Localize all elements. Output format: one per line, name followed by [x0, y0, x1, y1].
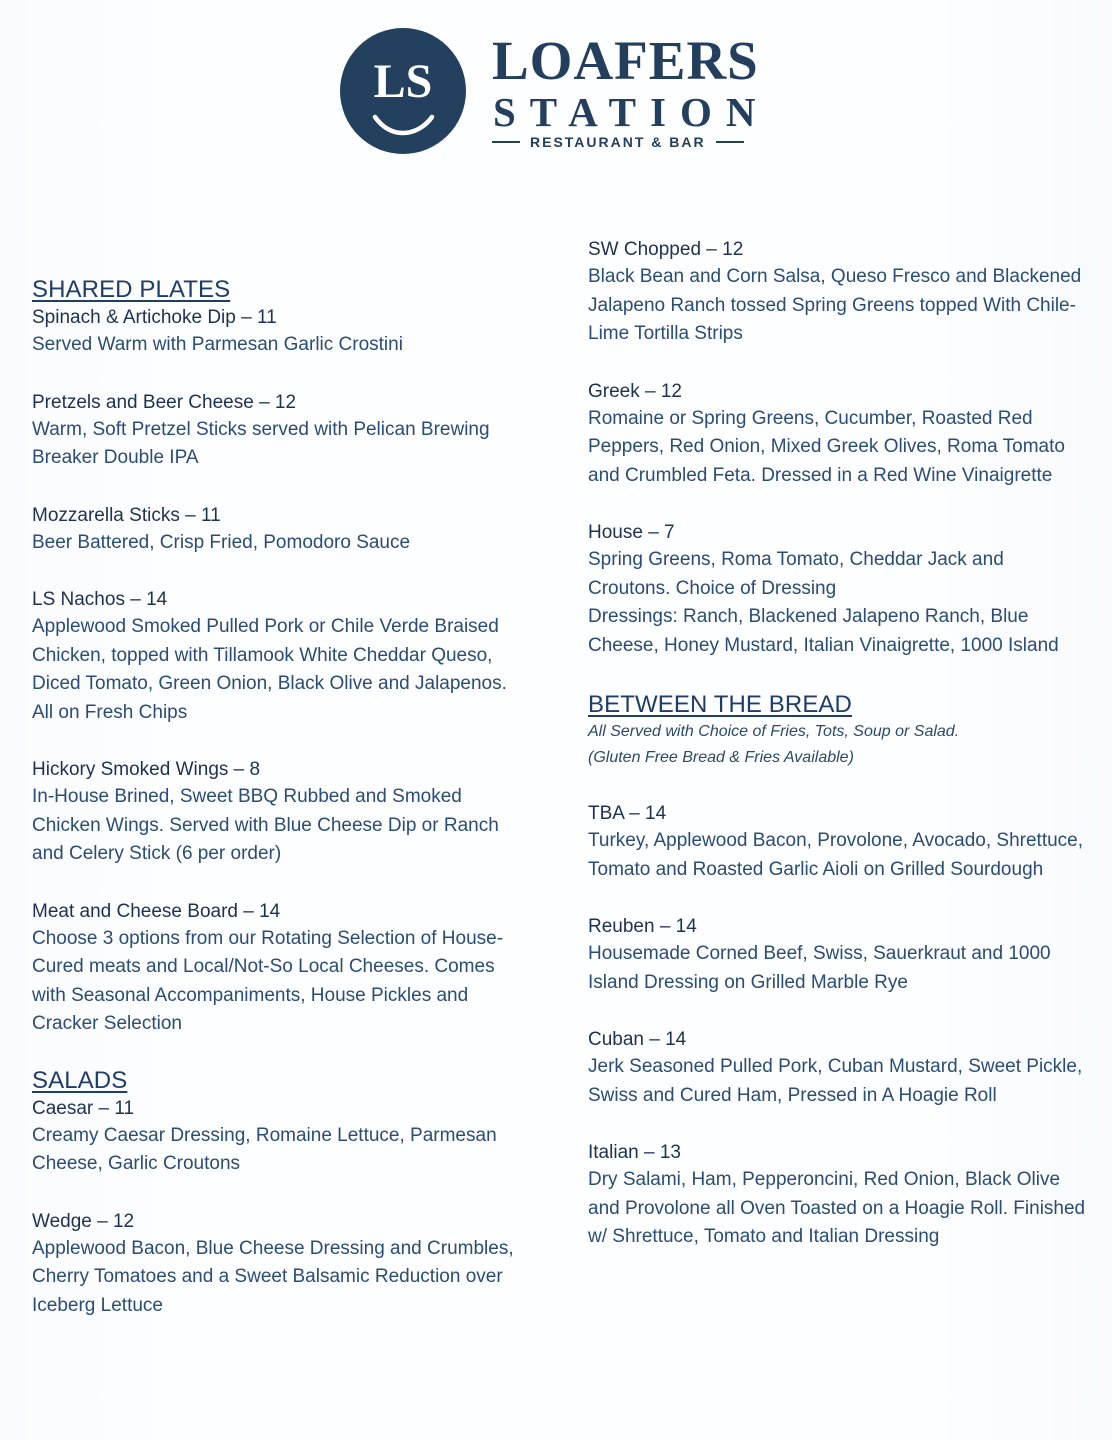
- menu-item: [588, 236, 1088, 349]
- menu-item-title: House – 7: [588, 522, 675, 543]
- menu-item-title: Caesar – 11: [32, 1097, 135, 1119]
- menu-item-description: Spring Greens, Roma Tomato, Cheddar Jack and Croutons. Choice of Dressing: [588, 549, 1004, 599]
- logo-initials: LS: [373, 55, 433, 108]
- menu-item-title: SW Chopped – 12: [588, 239, 744, 260]
- menu-item: [32, 756, 532, 869]
- menu-item-title: TBA – 14: [588, 803, 667, 824]
- menu-item-title: Italian – 13: [588, 1142, 681, 1163]
- section-title-salads: SALADS: [32, 1066, 128, 1094]
- menu-item-description: Warm, Soft Pretzel Sticks served with Pelican Brewing Breaker Double IPA: [32, 418, 490, 468]
- menu-item-description: Applewood Smoked Pulled Pork or Chile Verde Braised Chicken, topped with Tillamook White Cheddar Queso, Diced Tomato, Green Onion, Black Olive and Jalapenos. All on Fresh Chips: [32, 616, 507, 723]
- brand-rule-left: [492, 141, 520, 143]
- logo-badge: [340, 28, 466, 154]
- menu-item-title: Wedge – 12: [32, 1210, 135, 1232]
- menu-item-title: Mozzarella Sticks – 11: [32, 504, 221, 526]
- menu-item-title: Hickory Smoked Wings – 8: [32, 759, 261, 780]
- left-menu-column: [32, 276, 532, 1320]
- menu-item-title: Meat and Cheese Board – 14: [32, 900, 281, 922]
- menu-item-title: Greek – 12: [588, 380, 682, 402]
- gluten-free-note: (Gluten Free Bread & Fries Available): [588, 749, 854, 766]
- menu-item-description: Romaine or Spring Greens, Cucumber, Roasted Red Peppers, Red Onion, Mixed Greek Olives, Roma Tomato and Crumbled Feta. Dressed in a Red Wine Vinaigrette: [588, 407, 1065, 486]
- menu-item-title: Cuban – 14: [588, 1029, 687, 1050]
- menu-item-title: LS Nachos – 14: [32, 589, 168, 610]
- menu-item-title: Spinach & Artichoke Dip – 11: [32, 307, 277, 328]
- menu-item-description: Jerk Seasoned Pulled Pork, Cuban Mustard, Sweet Pickle, Swiss and Cured Ham, Pressed in A Hoagie Roll: [588, 1056, 1083, 1106]
- menu-item: [32, 389, 532, 473]
- brand-header: [340, 28, 780, 168]
- menu-item-title: Reuben – 14: [588, 916, 697, 937]
- right-menu-column: [588, 236, 1088, 1252]
- menu-item-description: Creamy Caesar Dressing, Romaine Lettuce, Parmesan Cheese, Garlic Croutons: [32, 1124, 497, 1174]
- brand-name-line2: STATION: [493, 89, 770, 135]
- brand-rule-right: [716, 141, 744, 143]
- menu-item: [588, 378, 1088, 491]
- menu-item: [32, 586, 532, 727]
- logo-smile-icon: [340, 28, 466, 154]
- menu-item-description: Housemade Corned Beef, Swiss, Sauerkraut and 1000 Island Dressing on Grilled Marble Rye: [588, 943, 1051, 993]
- menu-item: [32, 304, 532, 360]
- menu-item: [588, 519, 1088, 660]
- menu-item: [32, 1208, 532, 1321]
- section-title-shared-plates: SHARED PLATES: [32, 276, 231, 303]
- section-note: All Served with Choice of Fries, Tots, Soup or Salad.: [588, 723, 960, 740]
- menu-item: [588, 913, 1088, 997]
- menu-item-description: Turkey, Applewood Bacon, Provolone, Avocado, Shrettuce, Tomato and Roasted Garlic Aioli on Grilled Sourdough: [588, 830, 1084, 880]
- menu-item-description: Black Bean and Corn Salsa, Queso Fresco and Blackened Jalapeno Ranch tossed Spring Greens topped With Chile-Lime Tortilla Strips: [588, 266, 1082, 344]
- dressing-options: Dressings: Ranch, Blackened Jalapeno Ranch, Blue Cheese, Honey Mustard, Italian Vinaigrette, 1000 Island: [588, 606, 1059, 656]
- menu-item-description: Applewood Bacon, Blue Cheese Dressing and Crumbles, Cherry Tomatoes and a Sweet Balsamic Reduction over Iceberg Lettuce: [32, 1237, 514, 1316]
- menu-item: [32, 1095, 532, 1179]
- menu-item-description: Dry Salami, Ham, Pepperoncini, Red Onion, Black Olive and Provolone all Oven Toasted on a Hoagie Roll. Finished w/ Shrettuce, Tomato and Italian Dressing: [588, 1169, 1086, 1247]
- section-title-between-the-bread: BETWEEN THE BREAD: [588, 691, 852, 718]
- menu-item: [588, 1139, 1088, 1252]
- menu-item: [32, 502, 532, 558]
- menu-item-description: In-House Brined, Sweet BBQ Rubbed and Smoked Chicken Wings. Served with Blue Cheese Dip or Ranch and Celery Stick (6 per order): [32, 786, 499, 864]
- menu-item-description: Beer Battered, Crisp Fried, Pomodoro Sauce: [32, 531, 411, 553]
- brand-subtitle-text: RESTAURANT & BAR: [530, 134, 706, 150]
- menu-item-title: Pretzels and Beer Cheese – 12: [32, 391, 297, 413]
- menu-item-description: Served Warm with Parmesan Garlic Crostini: [32, 334, 403, 355]
- brand-name-line1: LOAFERS: [492, 30, 759, 91]
- menu-item-description: Choose 3 options from our Rotating Selection of House-Cured meats and Local/Not-So Local Cheeses. Comes with Seasonal Accompaniments, House Pickles and Cracker Selection: [32, 927, 504, 1034]
- menu-item: [588, 800, 1088, 884]
- menu-item: [32, 898, 532, 1039]
- brand-subtitle: [492, 133, 764, 151]
- menu-item: [588, 1026, 1088, 1110]
